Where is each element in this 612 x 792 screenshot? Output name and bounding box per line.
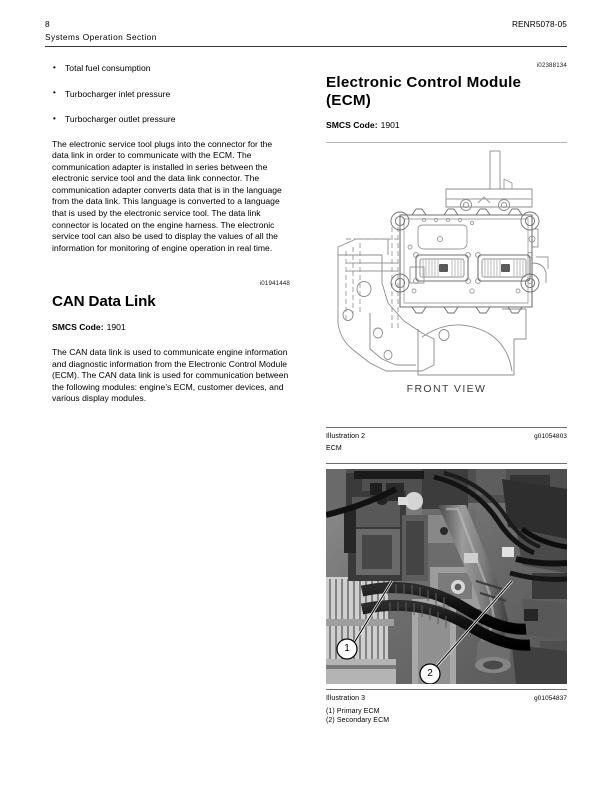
- callout-2-label: 2: [427, 667, 433, 679]
- illustration-3-caption-row: [326, 695, 567, 702]
- parameter-bullet-list: [52, 62, 290, 125]
- smcs-label: SMCS Code:: [52, 321, 104, 332]
- can-smcs-code: [52, 321, 290, 333]
- list-item: • Turbocharger outlet pressure: [52, 113, 290, 125]
- left-column: [52, 62, 290, 405]
- illustration-3-code: g01054837: [534, 694, 567, 702]
- smcs-label: SMCS Code:: [326, 120, 378, 130]
- illustration-2-figure: [326, 143, 567, 411]
- right-column: [326, 62, 567, 725]
- page-header: [45, 18, 567, 47]
- list-item: • Total fuel consumption: [52, 62, 290, 74]
- smcs-value: 1901: [380, 120, 400, 130]
- header-top-row: [45, 18, 567, 30]
- ecm-smcs-code: [326, 119, 567, 131]
- illustration-2-subtitle: ECM: [326, 444, 342, 452]
- callout-1-label: 1: [344, 642, 350, 654]
- illustration-2-title: Illustration 2: [326, 433, 366, 440]
- illustration-3-legend: [326, 707, 567, 725]
- can-data-link-paragraph: The CAN data link is used to communicate engine information and diagnostic information from the Electronic Control Module (ECM). The CAN data link is used for communication between the following modules: engine’s ECM, customer devices, and various display modules.: [52, 346, 289, 404]
- smcs-value: 1901: [106, 321, 126, 332]
- legend-item: (2) Secondary ECM: [326, 716, 390, 724]
- can-reference-code: i01941448: [259, 280, 290, 288]
- illustration-3-caption: [326, 695, 567, 725]
- ecm-reference-code: i02388134: [536, 62, 567, 69]
- page-number: 8: [45, 19, 50, 29]
- list-item: • Turbocharger inlet pressure: [52, 88, 290, 100]
- header-divider: [45, 46, 567, 47]
- document-code: RENR5078-05: [511, 19, 567, 29]
- section-title: Systems Operation Section: [45, 32, 157, 42]
- ecm-line-drawing: [326, 143, 567, 383]
- ecm-heading: Electronic Control Module (ECM): [326, 74, 522, 109]
- illustration-2-caption-divider: [326, 427, 567, 428]
- illustration-2-code: g01054803: [534, 433, 567, 440]
- illustration-2-caption: [326, 433, 567, 452]
- legend-item: (1) Primary ECM: [326, 707, 380, 715]
- service-tool-paragraph: The electronic service tool plugs into the connector for the data link in order to communicate with the ECM. The communication adapter is installed in series between the electronic service tool and the data link connector. The communication adapter converts data that is in the language from the data link. This language is converted to a language that is used by the electronic service tool. The data link connector is located on the engine harness. The electronic service tool can also be used to display the values of all the information for monitoring of engine operation in real time.: [52, 138, 282, 253]
- illustration-3-title: Illustration 3: [326, 694, 366, 702]
- illustration-2-caption-row: [326, 433, 567, 440]
- front-view-label: FRONT VIEW: [406, 383, 487, 395]
- illustration-3-caption-divider: [326, 689, 567, 690]
- can-data-link-heading: CAN Data Link: [52, 293, 156, 311]
- engine-compartment-photo: [326, 469, 567, 684]
- illustration-3-figure: [326, 469, 567, 684]
- illustration-3-top-divider: [326, 463, 567, 464]
